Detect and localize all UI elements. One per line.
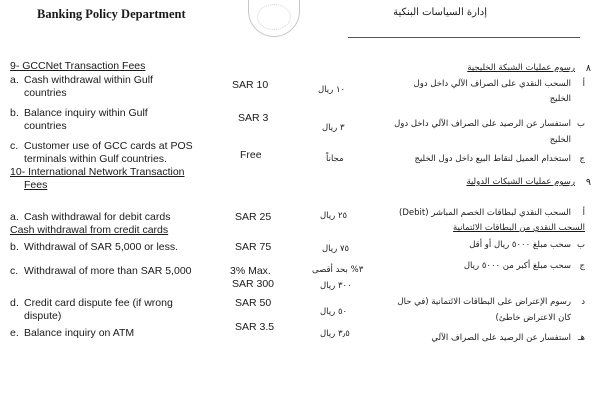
s10-row-a-ar-fee: ٢٥ ريال bbox=[320, 211, 348, 221]
ar9-credit-subheading: السحب النقدي من البطاقات الائتمانية bbox=[453, 223, 585, 233]
ar9-row-d-line2: كان الاعتراض خاطئ) bbox=[495, 313, 571, 323]
s10-row-e-fee: SAR 3.5 bbox=[235, 321, 275, 333]
s10-row-c-ar-fee-line2: ٣٠٠ ريال bbox=[320, 281, 352, 291]
ar9-row-a-text: السحب النقدي لبطاقات الخصم المباشر (Debit) bbox=[399, 208, 571, 218]
ar8-row-b-line1: استفسار عن الرصيد على الصراف الآلي داخل دول bbox=[394, 119, 571, 129]
s10-row-a-fee: SAR 25 bbox=[235, 211, 272, 223]
header-divider bbox=[348, 37, 580, 38]
s10-row-a-letter: a. bbox=[10, 211, 19, 223]
ar8-row-a-line1: السحب النقدي على الصراف الآلي داخل دول bbox=[413, 79, 571, 89]
s9-row-b-ar-fee: ٣ ريال bbox=[322, 123, 345, 133]
ar8-row-c-line1: استخدام العميل لنقاط البيع داخل دول الخليج bbox=[414, 154, 571, 164]
s10-row-b-ar-fee: ٧٥ ريال bbox=[322, 244, 350, 254]
s10-row-d-line2: dispute) bbox=[24, 310, 62, 322]
ar8-row-b-line2: الخليج bbox=[549, 135, 571, 145]
s9-row-c-fee: Free bbox=[240, 149, 262, 161]
s9-row-b-letter: b. bbox=[10, 107, 19, 119]
ar9-row-c-letter: ج bbox=[579, 261, 585, 271]
ar-section9-title: رسوم عمليات الشبكات الدولية bbox=[466, 177, 575, 187]
s9-row-a-fee: SAR 10 bbox=[232, 79, 269, 91]
s10-row-e-text: Balance inquiry on ATM bbox=[24, 327, 135, 339]
ar9-row-d-letter: د bbox=[581, 297, 585, 307]
ar8-row-a-letter: أ bbox=[582, 79, 585, 89]
section10-title-line1: 10- International Network Transaction bbox=[10, 166, 185, 178]
s10-row-d-fee: SAR 50 bbox=[235, 297, 272, 309]
s10-row-b-text: Withdrawal of SAR 5,000 or less. bbox=[24, 241, 179, 253]
s9-row-c-letter: c. bbox=[10, 140, 19, 152]
s9-row-b-fee: SAR 3 bbox=[238, 112, 269, 124]
ar8-row-c-letter: ج bbox=[579, 154, 585, 164]
ar9-row-b-text: سحب مبلغ ٥٠٠٠ ريال أو أقل bbox=[469, 240, 571, 250]
s10-row-d-line1: Credit card dispute fee (if wrong bbox=[24, 297, 173, 309]
s10-row-b-letter: b. bbox=[10, 241, 19, 253]
header-arabic-title: إدارة السياسات البنكية bbox=[393, 7, 487, 18]
s10-row-d-ar-fee: ٥٠ ريال bbox=[320, 307, 348, 317]
ar9-row-e-letter: هـ bbox=[578, 333, 585, 343]
s10-row-d-letter: d. bbox=[10, 297, 19, 309]
ar9-row-d-line1: رسوم الإعتراض على البطاقات الائتمانية (في حال bbox=[397, 297, 571, 307]
ar9-row-e-text: استفسار عن الرصيد على الصراف الآلي bbox=[431, 333, 571, 343]
ar9-row-a-letter: أ bbox=[582, 208, 585, 218]
ar9-row-c-text: سحب مبلغ أكبر من ٥٠٠٠ ريال bbox=[463, 261, 571, 271]
s10-row-a-text: Cash withdrawal for debit cards bbox=[24, 211, 171, 223]
ar8-row-b-letter: ب bbox=[576, 119, 585, 129]
s9-row-c-ar-fee: مجاناً bbox=[326, 154, 344, 164]
s9-row-a-letter: a. bbox=[10, 74, 19, 86]
section10-title-line2: Fees bbox=[24, 179, 48, 191]
s9-row-a-line2: countries bbox=[24, 87, 67, 99]
s9-row-b-line1: Balance inquiry within Gulf bbox=[24, 107, 148, 119]
s10-row-c-text: Withdrawal of more than SAR 5,000 bbox=[24, 265, 192, 277]
ar9-row-b-letter: ب bbox=[576, 240, 585, 250]
ar-section9-number: ٩ bbox=[585, 177, 591, 188]
s10-row-c-fee-line2: SAR 300 bbox=[232, 278, 275, 290]
s10-row-e-ar-fee: ٣٫٥ ريال bbox=[320, 329, 350, 339]
s10-row-c-fee-line1: 3% Max. bbox=[230, 265, 271, 277]
section9-title: 9- GCCNet Transaction Fees bbox=[10, 60, 146, 72]
s10-row-e-letter: e. bbox=[10, 327, 19, 339]
s9-row-b-line2: countries bbox=[24, 120, 67, 132]
s9-row-c-line1: Customer use of GCC cards at POS bbox=[24, 140, 193, 152]
s10-row-c-letter: c. bbox=[10, 265, 19, 277]
header-english-title: Banking Policy Department bbox=[37, 7, 186, 21]
s10-row-c-ar-fee-line1: ٣% بحد أقصى bbox=[312, 265, 364, 275]
ar8-row-a-line2: الخليج bbox=[549, 94, 571, 104]
s10-credit-subheading: Cash withdrawal from credit cards bbox=[10, 224, 169, 236]
s9-row-a-line1: Cash withdrawal within Gulf bbox=[24, 74, 153, 86]
s10-row-b-fee: SAR 75 bbox=[235, 241, 272, 253]
s9-row-c-line2: terminals within Gulf countries. bbox=[24, 153, 167, 165]
ar-section8-number: ٨ bbox=[585, 63, 591, 74]
s9-row-a-ar-fee: ١٠ ريال bbox=[318, 85, 346, 95]
ar-section8-title: رسوم عمليات الشبكة الخليجية bbox=[467, 63, 575, 73]
department-seal bbox=[248, 0, 300, 37]
